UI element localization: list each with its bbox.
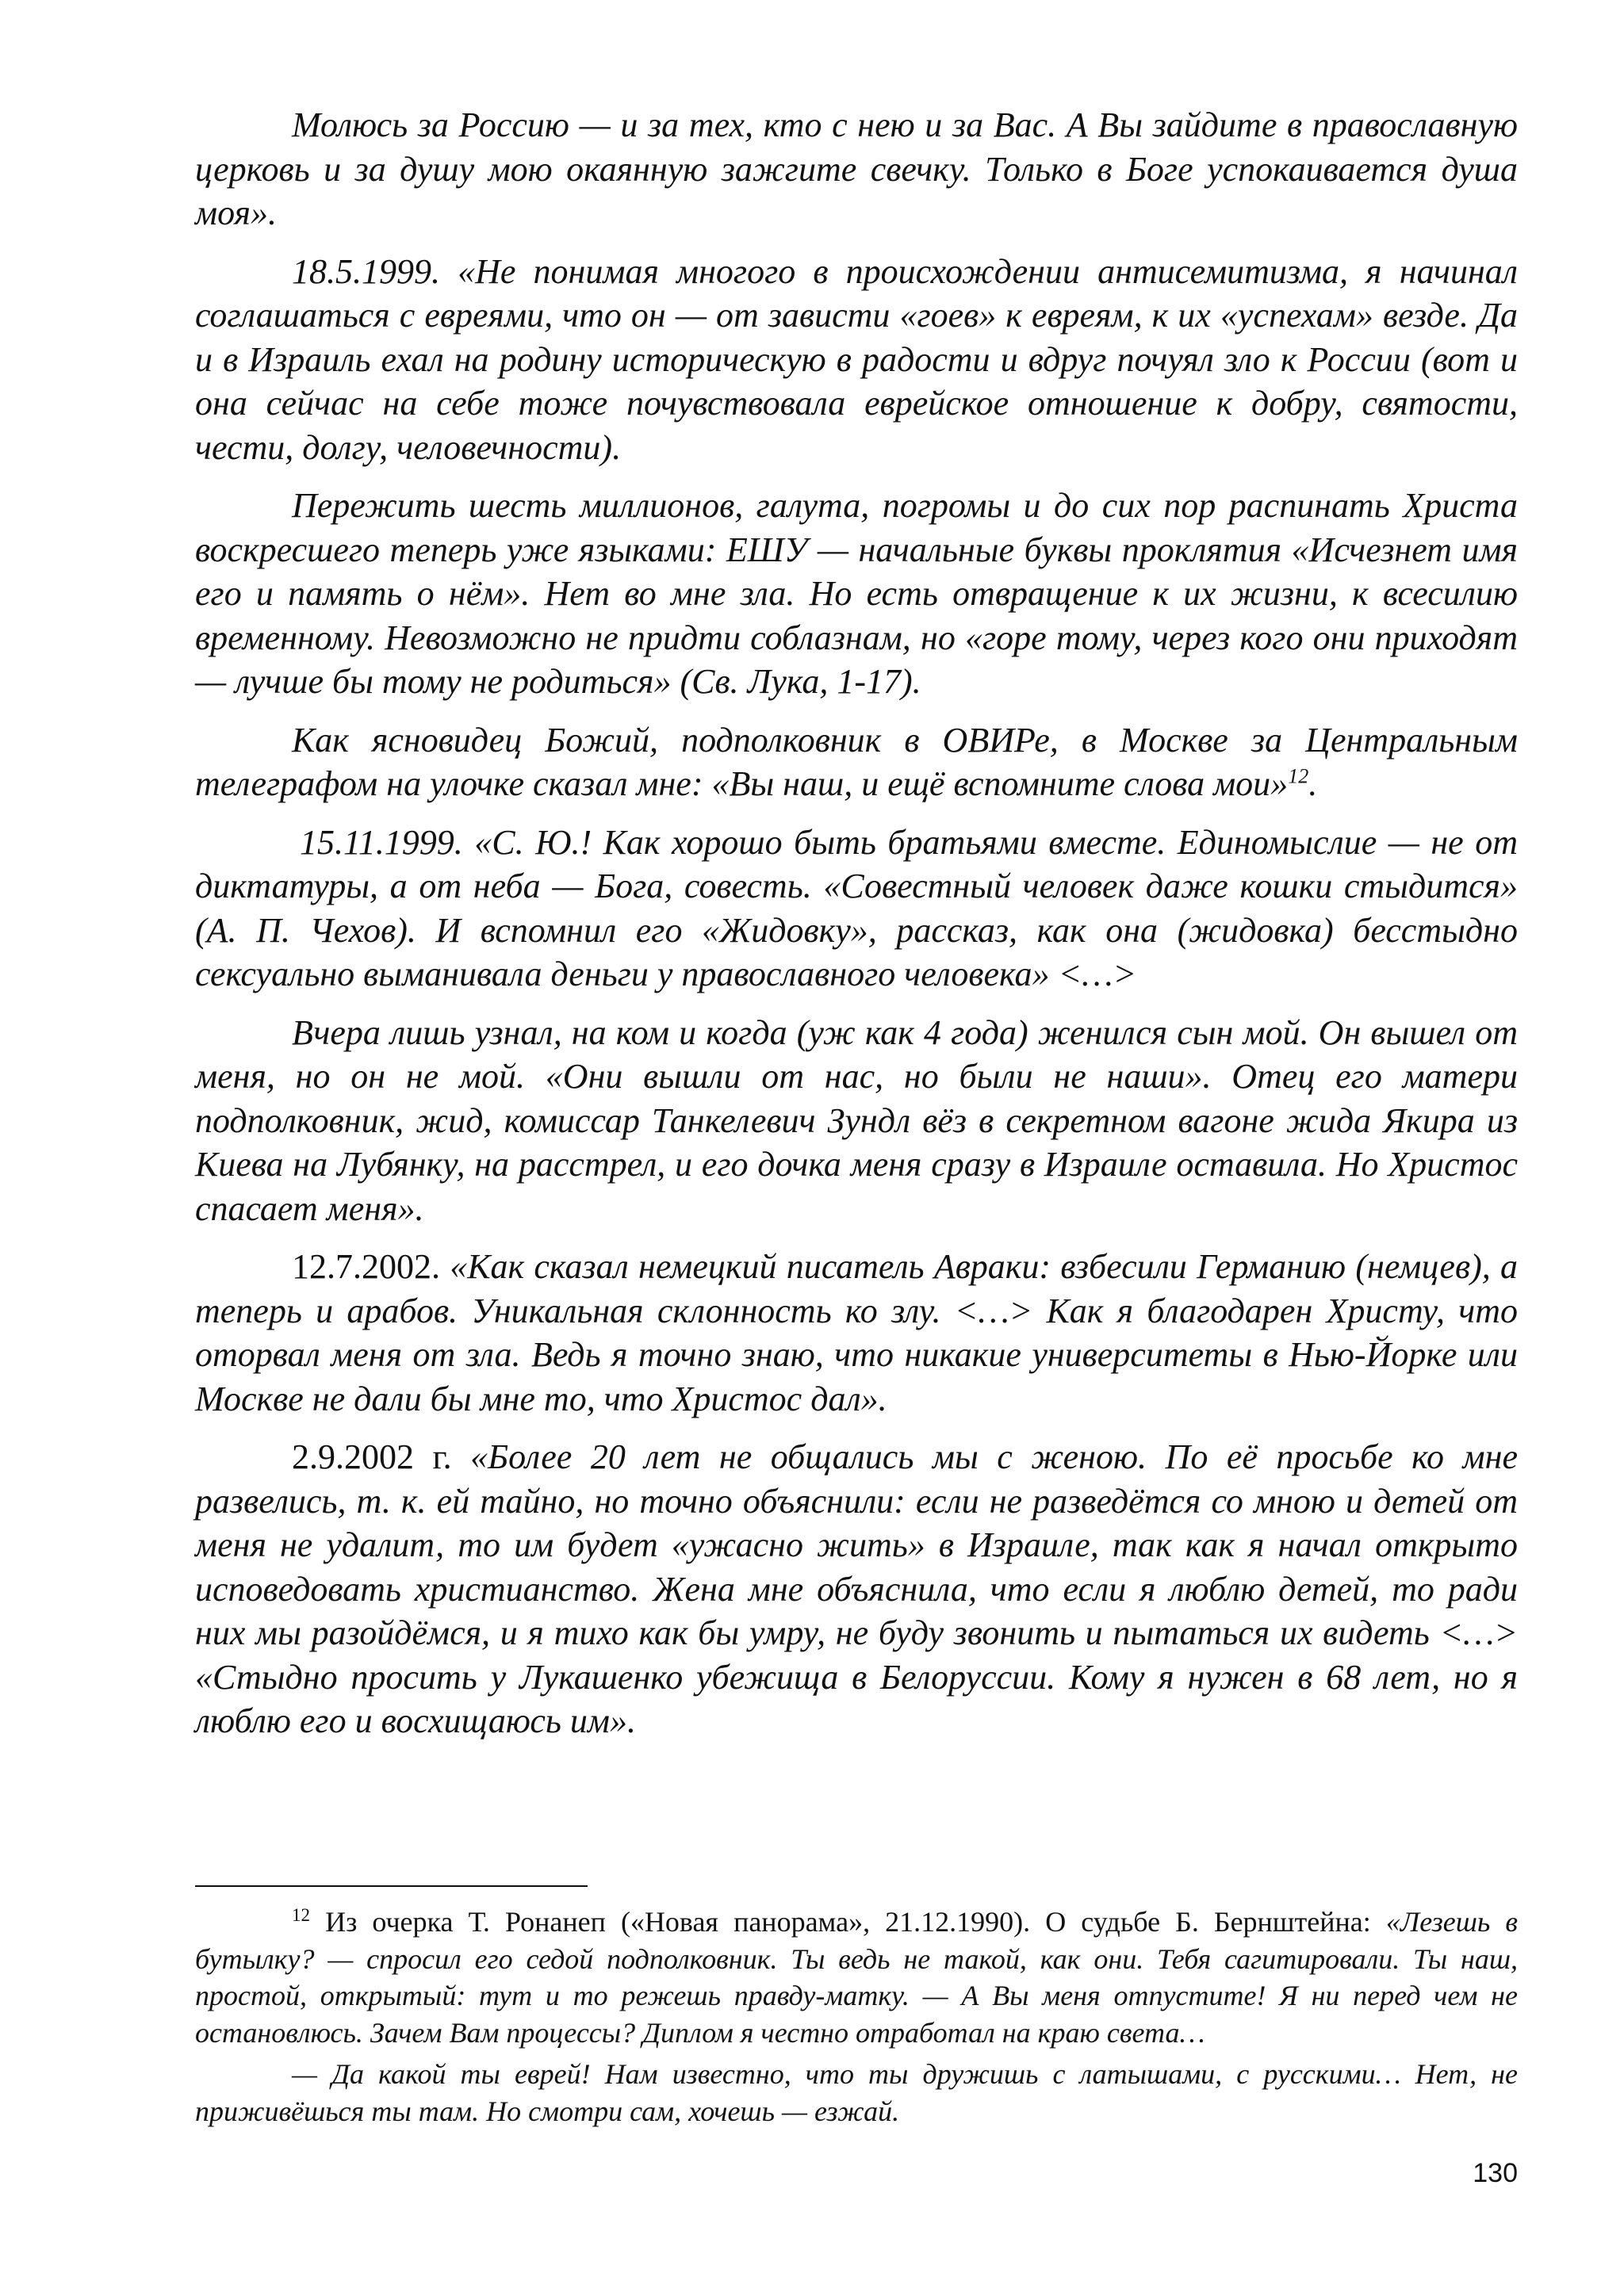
paragraph-2: 18.5.1999. «Не понимая многого в происхождении антисемитизма, я начинал соглашаться с евреями, что он — от зависти «гоев» к евреям, к их «успехам» везде. Да и в Израиль ехал на родину историческую в радости и вдруг почуял зло к России (вот и она сейчас на себе тоже почувствовала еврейское отношение к добру, святости, чести, долгу, человечности).	[195, 251, 1518, 467]
footnote-paragraph-1: $^{12}$ Из очерка Т. Ронанеп («Новая панорама», 21.12.1990). О судьбе Б. Бернштейна: «Лезешь в бутылку? — спросил его седой подполковник. Ты ведь не такой, как они. Тебя сагитировали. Ты наш, простой, открытый: тут и то режешь правду-матку. — А Вы меня отпустите! Я ни перед чем не остановлюсь. Зачем Вам процессы? Диплом я честно отработал на краю света…	[195, 1905, 1519, 2049]
paragraph-8: 2.9.2002 г. «Более 20 лет не общались мы с женою. По её просьбе ко мне развелись, т. к. ей тайно, но точно объяснили: если не разведётся со мною и детей от меня не удалит, то им будет «ужасно жить» в Израиле, так как я начал открыто исповедовать христианство. Жена мне объяснила, что если я люблю детей, то ради них мы разойдёмся, и я тихо как бы умру, не буду звонить и пытаться их видеть <…> «Стыдно просить у Лукашенко убежища в Белоруссии. Кому я нужен в 68 лет, но я люблю его и восхищаюсь им».	[195, 1437, 1518, 1740]
paragraph-1: Молюсь за Россию — и за тех, кто с нею и за Вас. А Вы зайдите в православную церковь и за душу мою окаянную зажгите свечку. Только в Боге успокаивается душа моя».	[195, 105, 1518, 232]
paragraph-7: 12.7.2002. «Как сказал немецкий писатель Авраки: взбесили Германию (немцев), а теперь и арабов. Уникальная склонность ко злу. <…> Как я благодарен Христу, что оторвал меня от зла. Ведь я точно знаю, что никакие университеты в Нью-Йорке или Москве не дали бы мне то, что Христос дал».	[195, 1247, 1518, 1418]
paragraph-3: Пережить шесть миллионов, галута, погромы и до сих пор распинать Христа воскресшего теперь уже языками: ЕШУ — начальные буквы проклятия «Исчезнет имя его и память о нём». Нет во мне зла. Но есть отвращение к их жизни, к всесилию временному. Невозможно не придти соблазнам, но «горе тому, через кого они приходят — лучше бы тому не родиться» (Св. Лука, 1-17).	[195, 486, 1518, 701]
footnote-divider	[195, 1885, 588, 1887]
paragraph-5: 15.11.1999. «С. Ю.! Как хорошо быть братьями вместе. Единомыслие — не от диктатуры, а от неба — Бога, совесть. «Совестный человек даже кошки стыдится» (А. П. Чехов). И вспомнил его «Жидовку», рассказ, как она (жидовка) бесстыдно сексуально выманивала деньги у православного человека» <…>	[195, 822, 1518, 993]
footnote-number: 12	[292, 1905, 310, 1925]
footnote-paragraph-2: — Да какой ты еврей! Нам известно, что ты дружишь с латышами, с русскими… Нет, не приживёшься ты там. Но смотри сам, хочешь — езжай.	[195, 2058, 1518, 2127]
entry-date: 2.9.2002 г.	[292, 1437, 452, 1476]
paragraph-4: Как ясновидец Божий, подполковник в ОВИРе, в Москве за Центральным телеграфом на улочке сказал мне: «Вы наш, и ещё вспомните слова мои»$^{12}$.	[195, 720, 1518, 803]
entry-date: 12.7.2002.	[292, 1247, 440, 1286]
footnote-ref: 12	[1288, 764, 1309, 788]
page-number: 130	[1473, 2158, 1518, 2188]
footnote	[195, 1904, 1518, 2134]
main-text	[195, 103, 1518, 1758]
paragraph-6: Вчера лишь узнал, на ком и когда (уж как 4 года) женился сын мой. Он вышел от меня, но он не мой. «Они вышли от нас, но были не наши». Отец его матери подполковник, жид, комиссар Танкелевич Зундл вёз в секретном вагоне жида Якира из Киева на Лубянку, на расстрел, и его дочка меня сразу в Израиле оставила. Но Христос спасает меня».	[195, 1012, 1518, 1228]
